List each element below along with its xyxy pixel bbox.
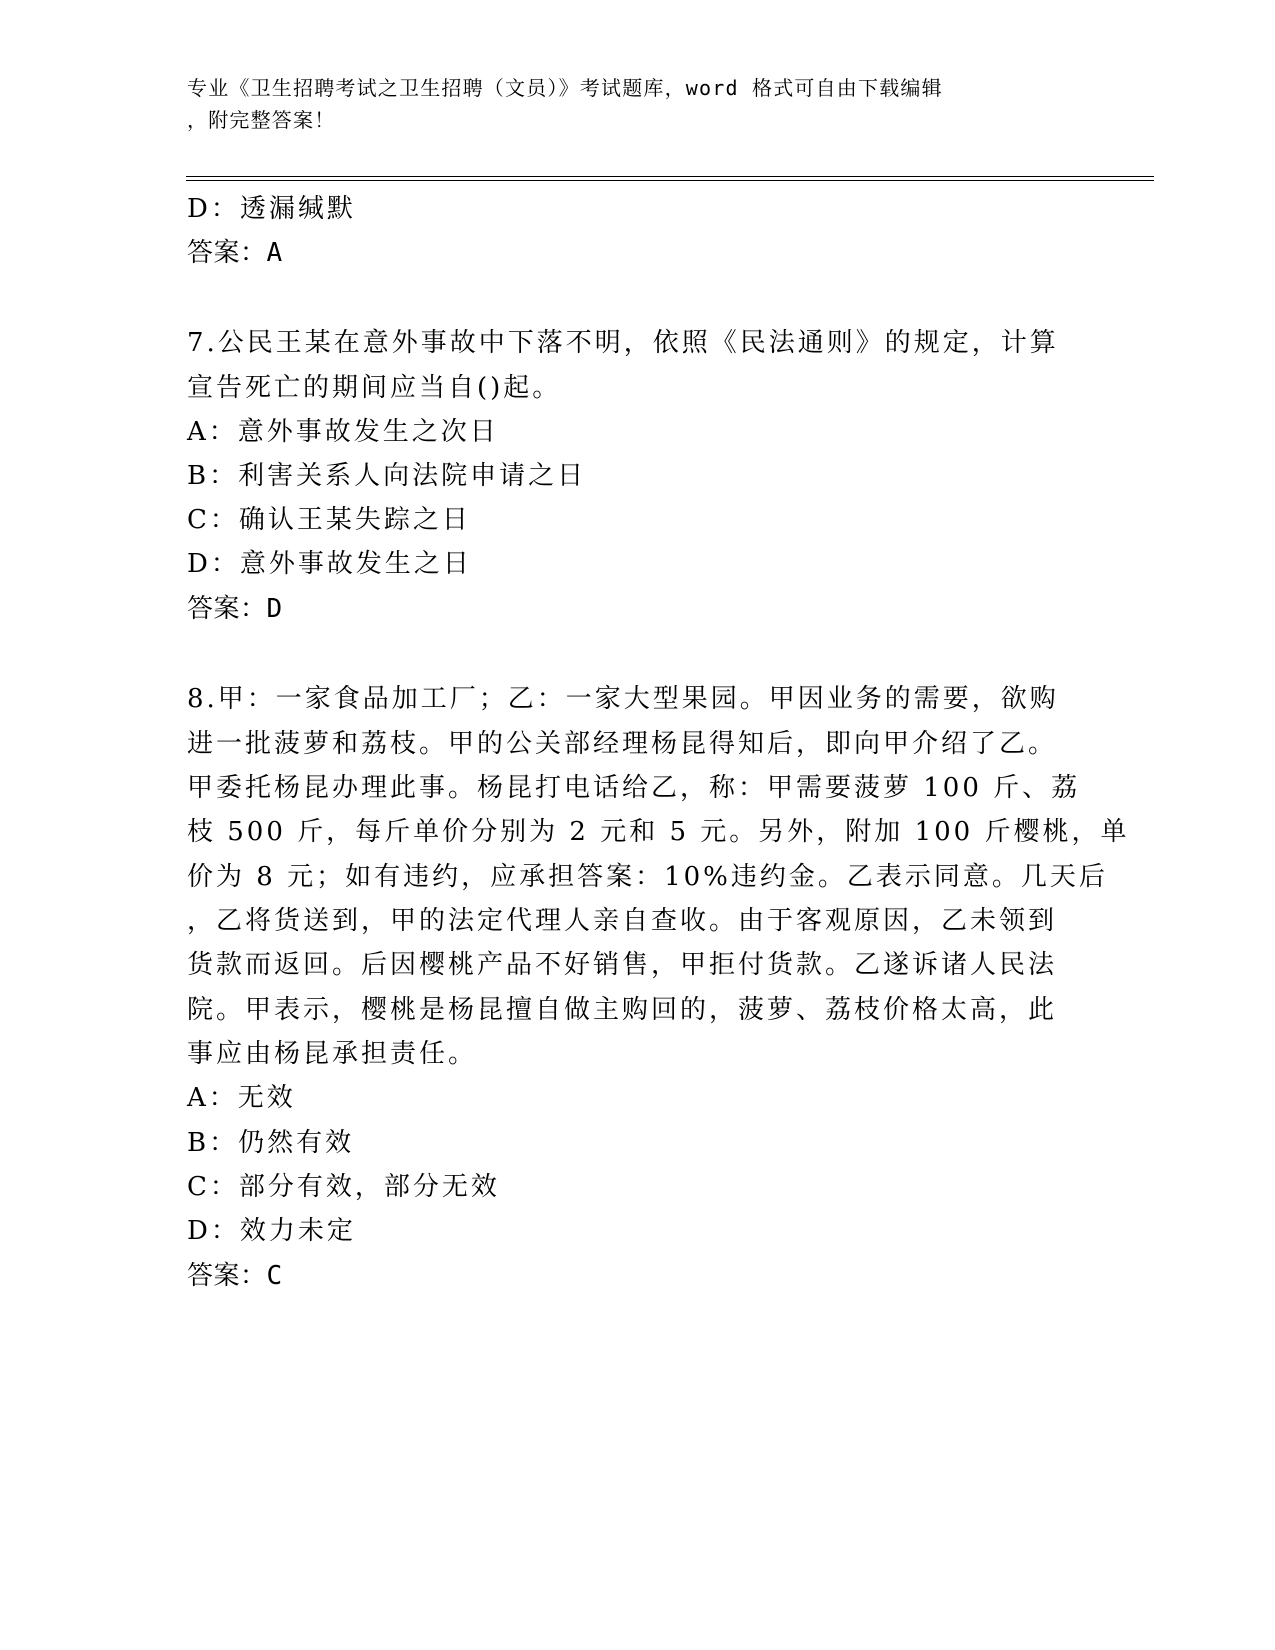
q7-stem-line-1: 7.公民王某在意外事故中下落不明，依照《民法通则》的规定，计算: [187, 328, 1059, 358]
q7-option-d: D：意外事故发生之日: [187, 549, 472, 579]
q7-option-b: B：利害关系人向法院申请之日: [187, 461, 587, 491]
q8-stem-line-7: 货款而返回。后因樱桃产品不好销售，甲拒付货款。乙遂诉诸人民法: [187, 950, 1058, 980]
prev-option-d: D：透漏缄默: [187, 194, 356, 224]
q8-option-a: A：无效: [187, 1083, 296, 1113]
q8-stem-line-3: 甲委托杨昆办理此事。杨昆打电话给乙，称：甲需要菠萝 100 斤、荔: [187, 773, 1081, 803]
q8-stem-line-2: 进一批菠萝和荔枝。甲的公关部经理杨昆得知后，即向甲介绍了乙。: [187, 729, 1058, 759]
q8-stem-line-9: 事应由杨昆承担责任。: [187, 1039, 478, 1069]
header-line-2: ，附完整答案！: [187, 108, 336, 132]
q8-answer: 答案：C: [187, 1261, 283, 1291]
prev-answer: 答案：A: [187, 238, 283, 268]
header-rule-top: [186, 176, 1154, 177]
q7-option-c: C：确认王某失踪之日: [187, 505, 471, 535]
q8-option-d: D：效力未定: [187, 1216, 356, 1246]
q8-option-b: B：仍然有效: [187, 1128, 355, 1158]
header-line-1: 专业《卫生招聘考试之卫生招聘（文员）》考试题库，word 格式可自由下载编辑: [187, 76, 943, 100]
q7-stem-line-2: 宣告死亡的期间应当自()起。: [187, 373, 562, 403]
q8-option-c: C：部分有效，部分无效: [187, 1172, 500, 1202]
header-rule-bottom: [186, 180, 1154, 181]
q8-stem-line-4: 枝 500 斤，每斤单价分别为 2 元和 5 元。另外，附加 100 斤樱桃，单: [187, 817, 1130, 847]
q7-answer: 答案：D: [187, 594, 283, 624]
q7-option-a: A：意外事故发生之次日: [187, 417, 499, 447]
q8-stem-line-8: 院。甲表示，樱桃是杨昆擅自做主购回的，菠萝、荔枝价格太高，此: [187, 995, 1058, 1025]
q8-stem-line-6: ，乙将货送到，甲的法定代理人亲自查收。由于客观原因，乙未领到: [187, 906, 1058, 936]
q8-stem-line-1: 8.甲：一家食品加工厂；乙：一家大型果园。甲因业务的需要，欲购: [187, 684, 1059, 714]
document-header: [187, 72, 1067, 136]
q8-stem-line-5: 价为 8 元；如有违约，应承担答案：10%违约金。乙表示同意。几天后: [187, 862, 1108, 892]
